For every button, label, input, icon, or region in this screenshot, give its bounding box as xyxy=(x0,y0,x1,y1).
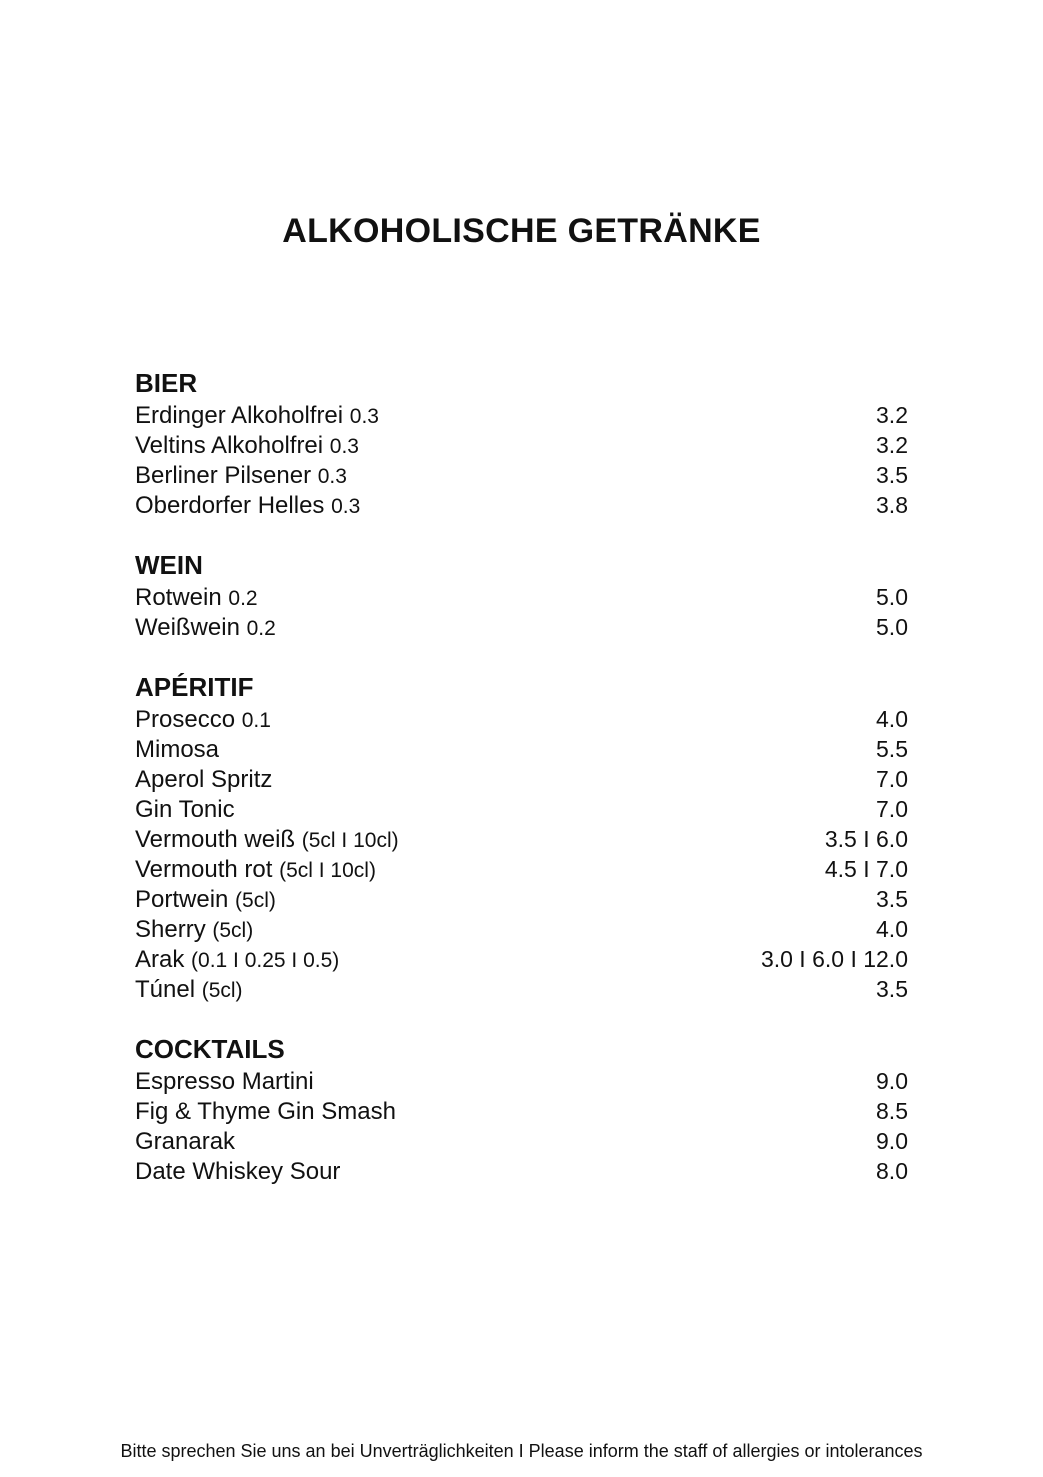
item-size: 0.3 xyxy=(331,495,361,518)
allergy-notice: Bitte sprechen Sie uns an bei Unverträglichkeiten I Please inform the staff of allergies or intolerances xyxy=(120,1441,923,1461)
item-name-wrap xyxy=(135,945,339,976)
item-name: Fig & Thyme Gin Smash xyxy=(135,1098,396,1125)
menu-item xyxy=(135,1126,908,1156)
item-size: (0.1 I 0.25 I 0.5) xyxy=(191,949,340,972)
menu-item xyxy=(135,460,908,490)
item-size: 0.3 xyxy=(349,405,379,428)
item-name: Mimosa xyxy=(135,736,220,763)
item-name: Oberdorfer Helles xyxy=(135,492,325,519)
item-name: Gin Tonic xyxy=(135,796,235,823)
item-name-wrap xyxy=(135,401,379,432)
item-size: 0.3 xyxy=(329,435,359,458)
item-name-wrap xyxy=(135,583,258,614)
section-title: BIER xyxy=(135,368,198,398)
menu-item xyxy=(135,734,908,764)
item-price: 3.8 xyxy=(876,492,908,518)
item-name-wrap xyxy=(135,855,376,886)
drinks-menu xyxy=(135,366,908,1214)
menu-item xyxy=(135,764,908,794)
item-name-wrap xyxy=(135,491,360,522)
item-name-wrap xyxy=(135,1097,396,1128)
item-price: 5.0 xyxy=(876,614,908,640)
item-size: (5cl I 10cl) xyxy=(301,829,399,852)
item-name: Espresso Martini xyxy=(135,1068,314,1095)
menu-item xyxy=(135,400,908,430)
item-name: Berliner Pilsener xyxy=(135,462,312,489)
item-name-wrap xyxy=(135,765,272,796)
item-name-wrap xyxy=(135,461,347,492)
item-price: 4.0 xyxy=(876,916,908,942)
item-name: Prosecco xyxy=(135,706,236,733)
section-wein xyxy=(135,548,908,642)
menu-item xyxy=(135,914,908,944)
menu-item xyxy=(135,430,908,460)
section-title: COCKTAILS xyxy=(135,1034,285,1064)
item-price: 3.5 I 6.0 xyxy=(824,826,908,852)
item-price: 5.5 xyxy=(876,736,908,762)
item-price: 4.0 xyxy=(876,706,908,732)
item-price: 7.0 xyxy=(876,796,908,822)
item-name-wrap xyxy=(135,1067,314,1098)
menu-item xyxy=(135,612,908,642)
item-name: Date Whiskey Sour xyxy=(135,1158,341,1185)
item-size: (5cl) xyxy=(201,979,243,1002)
item-size: 0.1 xyxy=(241,709,271,732)
item-price: 9.0 xyxy=(876,1068,908,1094)
item-name: Erdinger Alkoholfrei xyxy=(135,402,344,429)
item-price: 8.5 xyxy=(876,1098,908,1124)
menu-item xyxy=(135,794,908,824)
item-price: 3.5 xyxy=(876,462,908,488)
item-price: 3.5 xyxy=(876,886,908,912)
item-price: 3.2 xyxy=(876,432,908,458)
item-name-wrap xyxy=(135,735,219,766)
item-name: Granarak xyxy=(135,1128,236,1155)
page-title: ALKOHOLISCHE GETRÄNKE xyxy=(282,212,761,250)
menu-item xyxy=(135,704,908,734)
item-name: Túnel xyxy=(135,976,196,1003)
menu-item xyxy=(135,854,908,884)
item-size: 0.2 xyxy=(246,617,276,640)
item-size: (5cl) xyxy=(235,889,276,912)
section-title: APÉRITIF xyxy=(135,672,254,702)
item-name: Aperol Spritz xyxy=(135,766,273,793)
item-name-wrap xyxy=(135,885,276,916)
item-name: Portwein xyxy=(135,886,229,913)
menu-item xyxy=(135,490,908,520)
item-size: (5cl) xyxy=(212,919,254,942)
item-size: 0.2 xyxy=(228,587,258,610)
item-price: 9.0 xyxy=(876,1128,908,1154)
item-price: 3.5 xyxy=(876,976,908,1002)
menu-item xyxy=(135,582,908,612)
item-name: Arak xyxy=(135,946,185,973)
item-size: 0.3 xyxy=(317,465,347,488)
menu-item xyxy=(135,944,908,974)
menu-item xyxy=(135,1066,908,1096)
item-price: 3.0 I 6.0 I 12.0 xyxy=(760,946,908,972)
section-cocktails xyxy=(135,1032,908,1186)
item-name-wrap xyxy=(135,431,359,462)
item-name: Vermouth rot xyxy=(135,856,273,883)
item-name: Vermouth weiß xyxy=(135,826,296,853)
item-name: Veltins Alkoholfrei xyxy=(135,432,324,459)
item-price: 7.0 xyxy=(876,766,908,792)
item-price: 3.2 xyxy=(876,402,908,428)
item-name-wrap xyxy=(135,1127,235,1158)
item-price: 5.0 xyxy=(876,584,908,610)
item-name-wrap xyxy=(135,1157,340,1188)
item-price: 4.5 I 7.0 xyxy=(824,856,908,882)
section-aperitif xyxy=(135,670,908,1004)
item-name: Weißwein xyxy=(135,614,240,641)
item-size: (5cl I 10cl) xyxy=(279,859,376,882)
item-name-wrap xyxy=(135,825,399,856)
menu-item xyxy=(135,884,908,914)
item-name-wrap xyxy=(135,705,271,736)
menu-item xyxy=(135,974,908,1004)
menu-item xyxy=(135,824,908,854)
item-name: Sherry xyxy=(135,916,206,943)
item-name: Rotwein xyxy=(135,584,222,611)
item-name-wrap xyxy=(135,975,243,1006)
menu-item xyxy=(135,1156,908,1186)
item-name-wrap xyxy=(135,915,253,946)
section-title: WEIN xyxy=(135,550,203,580)
item-price: 8.0 xyxy=(876,1158,908,1184)
section-bier xyxy=(135,366,908,520)
item-name-wrap xyxy=(135,613,276,644)
menu-item xyxy=(135,1096,908,1126)
item-name-wrap xyxy=(135,795,235,826)
